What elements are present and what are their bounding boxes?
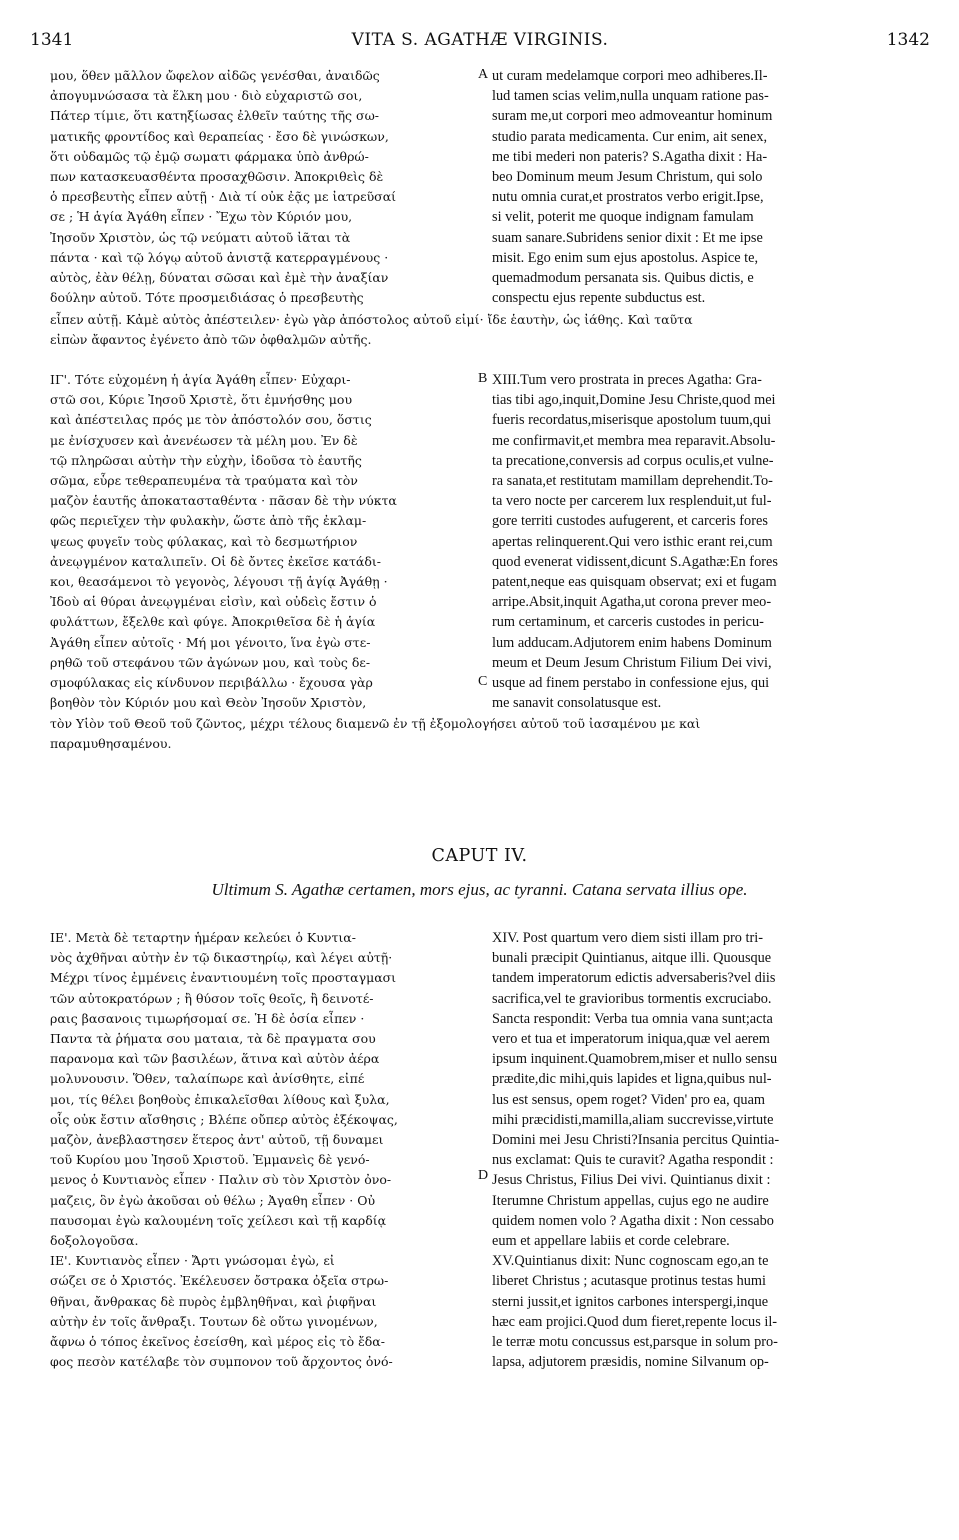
greek-line: ἀπογυμνώσασα τὰ ἕλκη μου · διὸ εὐχαριστῶ σοι,: [50, 88, 363, 104]
greek-line: δοξολογοῦσα.: [50, 1233, 139, 1249]
latin-line: vero et tua et imperatorum iniqua,quæ vel aerem: [492, 1031, 770, 1048]
greek-column-section-2: [50, 370, 480, 713]
greek-line: Ἀγάθη εἶπεν αὐτοῖς · Μή μοι γένοιτο, ἵνα ἐγὼ στε-: [50, 634, 371, 650]
latin-line: studio parata medicamenta. Cur enim, ait senex,: [492, 128, 768, 145]
margin-mark-b: B: [478, 371, 488, 386]
latin-line: ta vero nocte per carcerem lux resplenduit,ut ful-: [492, 493, 772, 510]
greek-line: Μέχρι τίνος ἐμμένεις ἐναντιουμένη τοῖς προσταγμασι: [50, 970, 397, 986]
latin-line: lud tamen scias velim,nulla unquam ratione pas-: [492, 88, 769, 105]
greek-line: μου, ὅθεν μᾶλλον ὤφελον αἰδῶς γενέσθαι, ἀναιδῶς: [50, 68, 380, 83]
latin-line: me confirmavit,et membra mea reparavit.Absolu-: [492, 432, 776, 449]
latin-line: liberet Christus ; acutasque protinus testas humi: [492, 1273, 766, 1290]
greek-line: φυλάττων, ἔξελθε καὶ φύγε. Ἀποκριθεῖσα δὲ ἡ ἁγία: [50, 614, 376, 630]
latin-line: ipsum inquinent.Quamobrem,miser et nullo sensu: [492, 1051, 778, 1068]
greek-line: αὐτὴν ἐν τοῖς ἄνθραξι. Τουτων δὲ οὕτω γινομένων,: [50, 1313, 378, 1329]
margin-mark-c: C: [478, 674, 488, 689]
page-header: [30, 30, 930, 60]
greek-line: Παντα τὰ ῥήματα σου ματαια, τὰ δὲ πραγματα σου: [50, 1031, 376, 1047]
greek-line: παραμυθησαμένου.: [50, 736, 172, 752]
latin-line: bunali præcipit Quintianus, aitque illi. Quousque: [492, 950, 772, 967]
latin-line: lus est sensus, opem roget? Viden' pro ea, quam: [492, 1091, 766, 1108]
greek-line: ἀνεῳγμένον καταλιπεῖν. Οἱ δὲ ὄντες ἐκεῖσε κατάδι-: [50, 553, 382, 569]
latin-line: tandem imperatorum edictis adversaberis?vel diis: [492, 970, 776, 987]
greek-line: θῆναι, ἄνθρακας δὲ πυρὸς ἐμβληθῆναι, καὶ ῥιφῆναι: [50, 1293, 377, 1309]
greek-line: ψεως φυγεῖν τοὺς φύλακας, καὶ τὸ δεσμωτήριον: [50, 533, 358, 549]
greek-line: εἶπεν αὐτῇ. Κἀμὲ αὐτὸς ἀπέστειλεν· ἐγὼ γὰρ ἀπόστολος αὐτοῦ εἰμί· ἴδε ἑαυτὴν, ὡς ἰάθης. Καὶ ταῦτα: [50, 312, 693, 327]
chapter-subtitle: Ultimum S. Agathæ certamen, mors ejus, ac tyranni. Catana servata illius ope.: [211, 880, 748, 899]
latin-line: conspectu ejus repente subductus est.: [492, 290, 706, 307]
latin-line: Sancta respondit: Verba tua omnia vana sunt;acta: [492, 1010, 773, 1027]
chapter-heading: CAPUT IV.: [431, 846, 528, 866]
greek-line: δούλην αὐτοῦ. Τότε προσμειδιάσας ὁ πρεσβευτὴς: [50, 290, 364, 306]
greek-line: πάντα · καὶ τῷ λόγῳ αὐτοῦ ἀνιστᾷ κατερραγμένους ·: [50, 249, 389, 265]
greek-line: φος πεσὸν κατέλαβε τὸν συμπονον τοῦ ἄρχοντος ὀνό-: [50, 1354, 393, 1370]
latin-line: patent,neque eas quisquam observat; exi et fugam: [492, 574, 777, 591]
latin-line: eum et appellare labiis et corde celebrare.: [492, 1233, 730, 1250]
greek-line: κοι, θεασάμενοι τὸ γεγονὸς, λέγουσι τῇ ἁγίᾳ Ἀγάθῃ ·: [50, 574, 388, 590]
margin-mark-d: D: [478, 1168, 489, 1183]
greek-line: μαζεις, ὃν ἐγὼ ἀκοῦσαι οὐ θέλω ; Ἀγαθη εἶπεν · Οὐ: [50, 1192, 376, 1208]
greek-column-section-1: [50, 66, 480, 308]
latin-line: misit. Ego enim sum ejus apostolus. Aspice te,: [492, 249, 759, 266]
latin-line: si velit, poterit me quoque indignam famulam: [492, 209, 754, 226]
greek-line: σε ; Ἡ ἁγία Ἀγάθη εἶπεν · Ἔχω τὸν Κύριόν μου,: [50, 209, 353, 225]
latin-line: Domini mei Jesu Christi?Insania percitus Quintia-: [492, 1132, 780, 1149]
latin-line: hæc eam projici.Quod dum fieret,repente locus il-: [492, 1313, 778, 1330]
greek-line: ὅτι οὐδαμῶς τῷ ἐμῷ σωματι φάρμακα ὑπὸ ἀνθρώ-: [50, 148, 369, 164]
latin-line: arripe.Absit,inquit Agatha,ut corona prever meo-: [492, 594, 772, 611]
greek-line: τῷ πληρῶσαι αὐτὴν τὴν εὐχὴν, ἰδοῦσα τὸ ἑαυτῆς: [50, 452, 362, 468]
latin-line: apertas relinquerent.Qui vero isthic erant rei,cum: [492, 533, 773, 550]
greek-line: σμοφύλακας εἰς κίνδυνον περιβάλλω · ἔχουσα γὰρ: [50, 675, 373, 691]
latin-line: suram me,ut corpori meo admoveantur hominum: [492, 108, 773, 125]
page-number-right: 1342: [886, 30, 930, 50]
greek-line: στῶ σοι, Κύριε Ἰησοῦ Χριστὲ, ὅτι ἐμνήσθης μου: [50, 392, 353, 408]
greek-line: ραις βασανοις τιμωρήσομαί σε. Ἡ δὲ ὁσία εἶπεν ·: [50, 1010, 365, 1026]
greek-line: σῶμα, εὗρε τεθεραπευμένα τὰ τραύματα καὶ τὸν: [50, 473, 358, 489]
latin-column-section-1: [492, 66, 930, 308]
latin-line: me tibi mederi non pateris? S.Agatha dixit : Ha-: [492, 148, 768, 165]
greek-line: ΙΕ'. Κυντιανὸς εἶπεν · Ἄρτι γνώσομαι ἐγὼ, εἰ: [50, 1253, 335, 1269]
greek-line: φῶς περιεῖχεν τὴν φυλακὴν, ὥστε ἀπὸ τῆς ἐκλαμ-: [50, 513, 367, 529]
greek-line: μοι, τίς θέλει βοηθοὺς ἐπικαλεῖσθαι λίθους καὶ ξυλα,: [50, 1091, 390, 1107]
greek-line: καὶ ἀπέστειλας πρός με τὸν ἀπόστολόν σου, ὅστις: [50, 412, 372, 428]
greek-column-section-3: [50, 928, 480, 1372]
greek-line: βοηθὸν τὸν Κύριόν μου καὶ Θεὸν Ἰησοῦν Χριστὸν,: [50, 695, 367, 711]
latin-column-section-3: [492, 928, 930, 1372]
greek-line: Ἰδοὺ αἱ θύραι ἀνεῳγμέναι εἰσὶν, καὶ οὐδεὶς ἔστιν ὁ: [50, 594, 377, 610]
latin-line: suam sanare.Subridens senior dixit : Et me ipse: [492, 229, 763, 246]
latin-column-section-2: [492, 370, 930, 713]
greek-line: σώζει σε ὁ Χριστός. Ἐκέλευσεν ὄστρακα ὀξεῖα στρω-: [50, 1273, 389, 1289]
latin-line: quod evenerat vidissent,dicunt S.Agathæ:En fores: [492, 553, 778, 570]
latin-line: XIII.Tum vero prostrata in preces Agatha: Gra-: [492, 372, 762, 388]
greek-line: μολυνουσιν. Ὅθεν, ταλαίπωρε καὶ ἀνίσθητε, εἰπέ: [50, 1071, 365, 1087]
greek-line: ρηθῶ τοῦ στεφάνου τῶν ἀγώνων μου, καὶ τοὺς δε-: [50, 654, 371, 670]
greek-line: παρανομα καὶ τῶν βασιλέων, ἅτινα καὶ αὐτὸν ἀέρα: [50, 1051, 380, 1067]
latin-line: Iterumne Christum appellas, cujus ego ne audire: [492, 1192, 769, 1209]
greek-line: παυσομαι ἐγὼ καλουμένη τοῖς χείλεσι καὶ τῇ καρδίᾳ: [50, 1212, 387, 1228]
greek-full-width-2: [50, 714, 930, 754]
latin-line: mihi præcidisti,mamilla,aliam succrevisse,virtute: [492, 1111, 774, 1128]
greek-line: με ἐνίσχυσεν καὶ ἀνενέωσεν τὰ μέλη μου. Ἐν δὲ: [50, 432, 358, 448]
margin-mark-a: A: [478, 67, 489, 82]
latin-line: nutu omnia curat,et prostratos verbo erigit.Ipse,: [492, 189, 764, 206]
latin-line: ta precatione,conversis ad corpus oculis,et vulne-: [492, 452, 774, 469]
latin-line: nus exclamat: Quis te curavit? Agatha respondit :: [492, 1152, 774, 1169]
greek-line: τῶν αὐτοκρατόρων ; ἢ θύσον τοῖς θεοῖς, ἢ δεινοτέ-: [50, 990, 374, 1006]
latin-line: quidem nomen volo ? Agatha dixit : Non cessabo: [492, 1212, 774, 1229]
greek-line: τὸν Υἱὸν τοῦ Θεοῦ τοῦ ζῶντος, μέχρι τέλους διαμενῶ ἐν τῇ ἐξομολογήσει αὐτοῦ τοῦ ἰασαμένου με καὶ: [50, 716, 701, 731]
page-number-left: 1341: [30, 30, 74, 50]
latin-line: beo Dominum meum Jesum Christum, qui solo: [492, 169, 763, 186]
running-title: VITA S. AGATHÆ VIRGINIS.: [351, 30, 609, 50]
greek-line: ἄφνω ὁ τόπος ἐκεῖνος ἐσείσθη, καὶ μέρος εἰς τὸ ἔδα-: [50, 1334, 385, 1350]
greek-line: μαζὸν ἑαυτῆς ἀποκατασταθέντα · πᾶσαν δὲ τὴν νύκτα: [50, 493, 397, 509]
greek-line: Ἰησοῦν Χριστὸν, ὡς τῷ νεύματι αὐτοῦ ἰᾶται τὰ: [50, 229, 351, 245]
latin-line: me sanavit consolatusque est.: [492, 695, 662, 712]
latin-line: usque ad finem perstabo in confessione ejus, qui: [492, 675, 770, 692]
greek-line: αὐτὸς, ἐὰν θέλῃ, δύναται σῶσαι καὶ ἐμὲ τὴν ἀναξίαν: [50, 270, 389, 286]
latin-line: tias tibi ago,inquit,Domine Jesu Christe,quod mei: [492, 392, 776, 409]
latin-line: sterni jussit,et ignitos carbones interspergi,inque: [492, 1293, 769, 1310]
greek-line: ΙΕ'. Μετὰ δὲ τεταρτην ἡμέραν κελεύει ὁ Κυντια-: [50, 930, 356, 945]
latin-line: fueris recordatus,miserisque apostolum tuum,qui: [492, 412, 772, 429]
latin-line: ut curam medelamque corpori meo adhiberes.Il-: [492, 68, 768, 84]
greek-line: μενος ὁ Κυντιανὸς εἶπεν · Παλιν σὺ τὸν Χριστὸν ὀνο-: [50, 1172, 392, 1188]
latin-line: prædite,dic mihi,quis lapides et ligna,quibus nul-: [492, 1071, 772, 1088]
greek-line: ὁ πρεσβευτὴς εἶπεν αὐτῇ · Διὰ τί οὐκ ἐᾷς με ἰατρεῦσαί: [50, 189, 397, 205]
greek-full-width-1: [50, 310, 930, 350]
latin-line: rum certaminum, et carceris custodes in pericu-: [492, 614, 764, 631]
greek-line: πων κατασκευασθέντα προσαχθῶσιν. Ἀποκριθεὶς δὲ: [50, 169, 384, 185]
latin-line: gore territi custodes aufugerent, et carceris fores: [492, 513, 768, 530]
latin-line: XV.Quintianus dixit: Nunc cognoscam ego,an te: [492, 1253, 769, 1270]
greek-line: οἷς οὐκ ἔστιν αἴσθησις ; Βλέπε οὔπερ αὐτὸς ἐξέκοψας,: [50, 1111, 398, 1127]
greek-line: νὸς ἀχθῆναι αὐτὴν ἐν τῷ δικαστηρίῳ, καὶ λέγει αὐτῇ·: [50, 950, 393, 966]
latin-line: Jesus Christus, Filius Dei vivi. Quintianus dixit :: [492, 1172, 771, 1189]
greek-line: ΙΓ'. Τότε εὐχομένη ἡ ἁγία Ἀγάθη εἶπεν· Εὐχαρι-: [50, 372, 351, 387]
latin-line: XIV. Post quartum vero diem sisti illam pro tri-: [492, 930, 763, 946]
latin-line: lum adducam.Adjutorem enim habens Dominum: [492, 634, 772, 651]
greek-line: ματικῆς φροντίδος καὶ θεραπείας · ἔσο δὲ γινώσκων,: [50, 128, 389, 144]
greek-line: εἰπὼν ἄφαντος ἐγένετο ἀπὸ τῶν ὀφθαλμῶν αὐτῆς.: [50, 332, 372, 348]
greek-line: Πάτερ τίμιε, ὅτι κατηξίωσας ἐλθεῖν ταύτης τῆς σω-: [50, 108, 379, 124]
latin-line: meum et Deum Jesum Christum Filium Dei vivi,: [492, 654, 772, 671]
latin-line: le terræ motu concussus est,parsque in solum pro-: [492, 1334, 778, 1351]
greek-line: μαζὸν, ἀνεβλαστησεν ἕτερος ἀντ' αὐτοῦ, τῇ δυναμει: [50, 1132, 384, 1148]
latin-line: ra sanata,et restitutam mamillam deprehendit.To-: [492, 473, 773, 490]
latin-line: lapsa, adjutorem præsidis, nomine Silvanum op-: [492, 1354, 769, 1371]
latin-line: quemadmodum persanata sis. Quibus dictis, e: [492, 270, 754, 287]
greek-line: τοῦ Κυρίου μου Ἰησοῦ Χριστοῦ. Ἐμμανεὶς δὲ γενό-: [50, 1152, 370, 1168]
latin-line: sacrifica,vel te gravioribus tormentis excruciabo.: [492, 990, 772, 1007]
